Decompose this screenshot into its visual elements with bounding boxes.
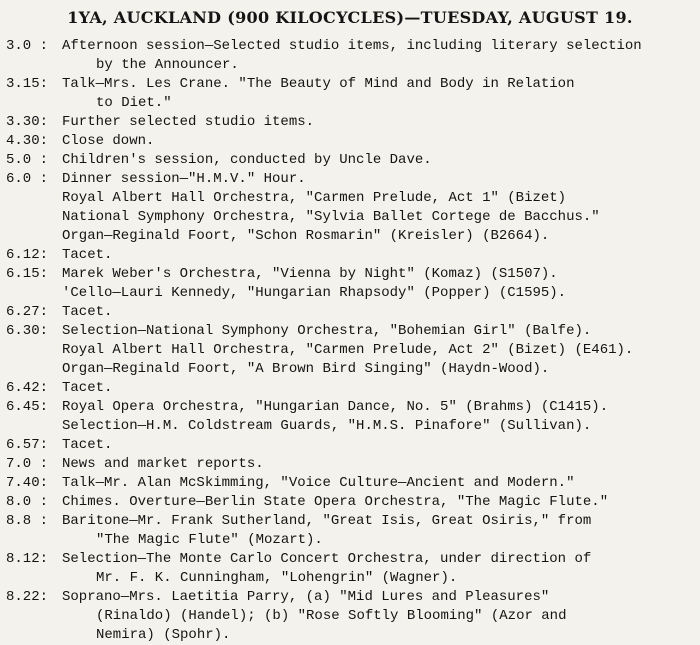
entry-line: Tacet. [62, 380, 113, 396]
programme-entry [0, 303, 700, 322]
entry-line: Selection—The Monte Carlo Concert Orchestra, under direction of [62, 551, 592, 567]
entry-description [62, 379, 700, 398]
entry-description [62, 455, 700, 474]
programme-entry [0, 379, 700, 398]
entry-line: Organ—Reginald Foort, "A Brown Bird Singing" (Haydn-Wood). [62, 361, 550, 377]
programme-entry [0, 474, 700, 493]
entry-line: Talk—Mrs. Les Crane. "The Beauty of Mind and Body in Relation [62, 76, 575, 92]
entry-description [62, 398, 700, 436]
entry-line: Royal Albert Hall Orchestra, "Carmen Prelude, Act 2" (Bizet) (E461). [62, 342, 634, 358]
programme-entry [0, 151, 700, 170]
entry-line: 'Cello—Lauri Kennedy, "Hungarian Rhapsody" (Popper) (C1595). [62, 285, 567, 301]
programme-entry [0, 113, 700, 132]
entry-line: by the Announcer. [96, 57, 239, 73]
entry-line: Selection—National Symphony Orchestra, "Bohemian Girl" (Balfe). [62, 323, 592, 339]
entry-description [62, 588, 700, 645]
station-heading: 1YA, AUCKLAND (900 KILOCYCLES)—TUESDAY, AUGUST 19. [67, 8, 633, 27]
entry-line: Further selected studio items. [62, 114, 315, 130]
programme-entry [0, 398, 700, 436]
programme-entry [0, 512, 700, 550]
programme-entry [0, 588, 700, 645]
entry-line: Tacet. [62, 304, 113, 320]
entry-line: Tacet. [62, 437, 113, 453]
entry-description [62, 170, 700, 246]
programme-entry [0, 322, 700, 379]
entry-line: Mr. F. K. Cunningham, "Lohengrin" (Wagner). [96, 570, 458, 586]
entry-description [62, 474, 700, 493]
entry-description [62, 132, 700, 151]
entry-time: 6.42: [6, 380, 49, 396]
programme-entry [0, 37, 700, 75]
programme-listing [0, 37, 700, 645]
entry-description [62, 322, 700, 379]
entry-line: Royal Opera Orchestra, "Hungarian Dance, No. 5" (Brahms) (C1415). [62, 399, 609, 415]
entry-time: 6.27: [6, 304, 49, 320]
entry-description [62, 151, 700, 170]
entry-description [62, 75, 700, 113]
entry-line: Chimes. Overture—Berlin State Opera Orchestra, "The Magic Flute." [62, 494, 609, 510]
entry-description [62, 550, 700, 588]
entry-line: Soprano—Mrs. Laetitia Parry, (a) "Mid Lures and Pleasures" [62, 589, 550, 605]
entry-time: 6.45: [6, 399, 49, 415]
entry-line: Talk—Mr. Alan McSkimming, "Voice Culture—Ancient and Modern." [62, 475, 575, 491]
entry-description [62, 37, 700, 75]
entry-time: 8.8 : [6, 513, 49, 529]
entry-line: Marek Weber's Orchestra, "Vienna by Night" (Komaz) (S1507). [62, 266, 558, 282]
programme-entry [0, 170, 700, 246]
programme-entry [0, 75, 700, 113]
entry-description [62, 512, 700, 550]
entry-description [62, 493, 700, 512]
programme-entry [0, 436, 700, 455]
entry-line: Close down. [62, 133, 155, 149]
entry-line: National Symphony Orchestra, "Sylvia Ballet Cortege de Bacchus." [62, 209, 600, 225]
entry-time: 6.0 : [6, 171, 49, 187]
entry-description [62, 436, 700, 455]
entry-line: Dinner session—"H.M.V." Hour. [62, 171, 306, 187]
entry-time: 5.0 : [6, 152, 49, 168]
entry-time: 6.15: [6, 266, 49, 282]
entry-line: (Rinaldo) (Handel); (b) "Rose Softly Blooming" (Azor and [96, 608, 567, 624]
entry-time: 7.40: [6, 475, 49, 491]
entry-line: Organ—Reginald Foort, "Schon Rosmarin" (Kreisler) (B2664). [62, 228, 550, 244]
programme-entry [0, 132, 700, 151]
entry-time: 3.30: [6, 114, 49, 130]
entry-time: 8.22: [6, 589, 49, 605]
entry-description [62, 303, 700, 322]
entry-time: 3.0 : [6, 38, 49, 54]
programme-entry [0, 493, 700, 512]
entry-time: 6.30: [6, 323, 49, 339]
entry-description [62, 265, 700, 303]
entry-line: Royal Albert Hall Orchestra, "Carmen Prelude, Act 1" (Bizet) [62, 190, 567, 206]
entry-line: Children's session, conducted by Uncle Dave. [62, 152, 432, 168]
programme-entry [0, 550, 700, 588]
entry-line: Tacet. [62, 247, 113, 263]
programme-entry [0, 246, 700, 265]
entry-time: 8.12: [6, 551, 49, 567]
entry-line: Nemira) (Spohr). [96, 627, 231, 643]
entry-time: 8.0 : [6, 494, 49, 510]
entry-description [62, 246, 700, 265]
entry-time: 6.57: [6, 437, 49, 453]
entry-line: Selection—H.M. Coldstream Guards, "H.M.S. Pinafore" (Sullivan). [62, 418, 592, 434]
entry-time: 6.12: [6, 247, 49, 263]
entry-line: "The Magic Flute" (Mozart). [96, 532, 323, 548]
entry-time: 3.15: [6, 76, 49, 92]
entry-time: 7.0 : [6, 456, 49, 472]
entry-line: News and market reports. [62, 456, 264, 472]
programme-entry [0, 455, 700, 474]
entry-time: 4.30: [6, 133, 49, 149]
entry-line: to Diet." [96, 95, 172, 111]
programme-entry [0, 265, 700, 303]
entry-line: Afternoon session—Selected studio items, including literary selection [62, 38, 642, 54]
entry-description [62, 113, 700, 132]
entry-line: Baritone—Mr. Frank Sutherland, "Great Isis, Great Osiris," from [62, 513, 592, 529]
